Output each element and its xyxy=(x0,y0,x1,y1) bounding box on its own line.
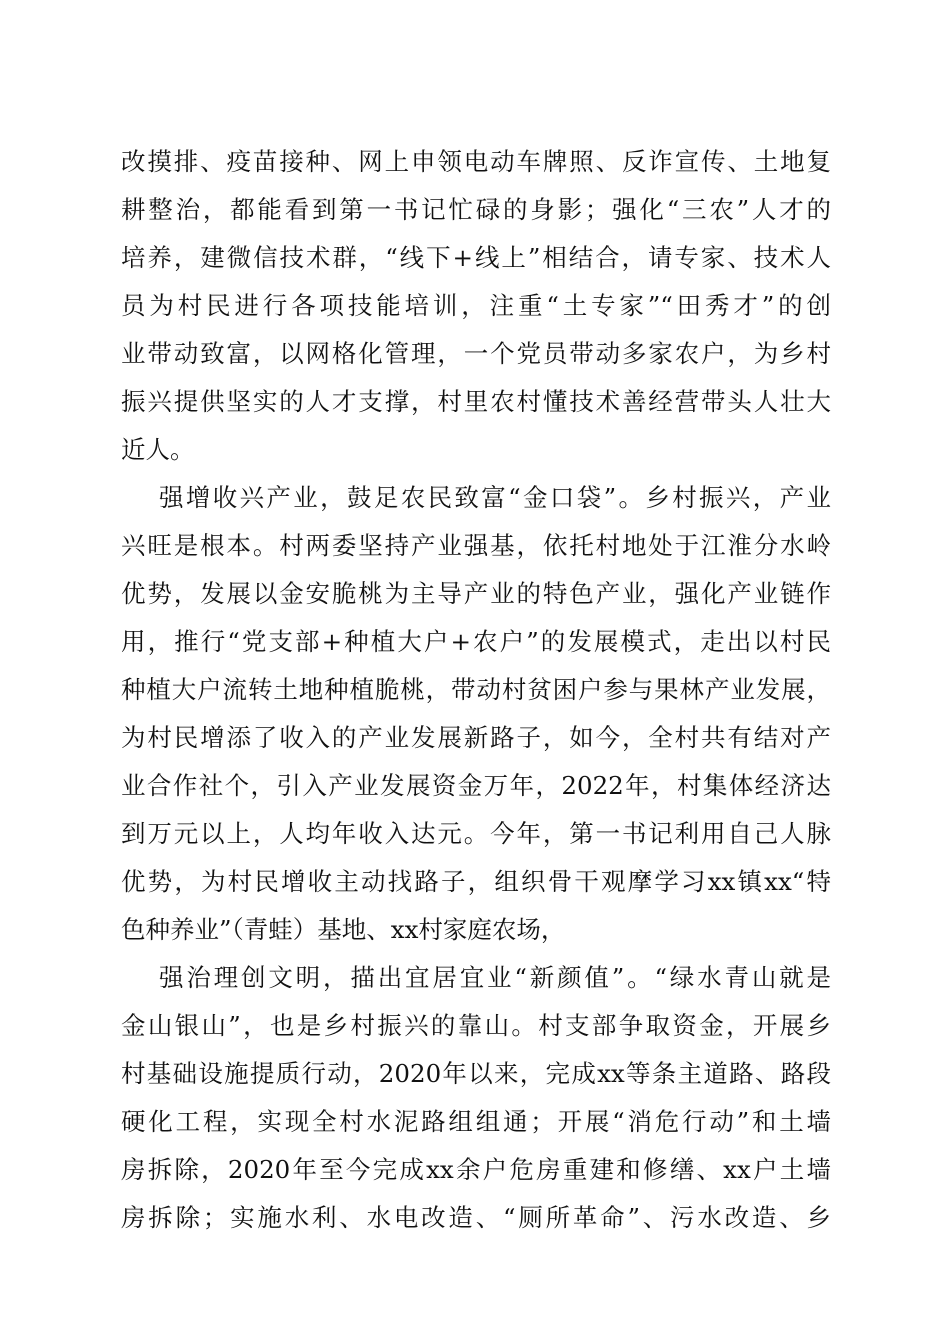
paragraph-3-line-4: 硬化工程，实现全村水泥路组组通；开展“消危行动”和土墙 xyxy=(121,1107,831,1136)
paragraph-3-line-5: 房拆除，2020年至今完成xx余户危房重建和修缮、xx户土墙 xyxy=(121,1155,831,1184)
paragraph-3-line-2: 金山银山”，也是乡村振兴的靠山。村支部争取资金，开展乡 xyxy=(121,1011,831,1040)
paragraph-2-line-9: 优势，为村民增收主动找路子，组织骨干观摩学习xx镇xx“特 xyxy=(121,867,831,896)
paragraph-2-line-5: 种植大户流转土地种植脆桃，带动村贫困户参与果林产业发展， xyxy=(121,675,831,704)
paragraph-2-line-10: 色种养业”（青蛙）基地、xx村家庭农场， xyxy=(121,915,566,944)
paragraph-1-line-1: 改摸排、疫苗接种、网上申领电动车牌照、反诈宣传、土地复 xyxy=(121,147,831,176)
paragraph-1-line-6: 振兴提供坚实的人才支撑，村里农村懂技术善经营带头人壮大 xyxy=(121,387,831,416)
paragraph-2-line-6: 为村民增添了收入的产业发展新路子，如今，全村共有结对产 xyxy=(121,723,831,752)
paragraph-2-line-2: 兴旺是根本。村两委坚持产业强基，依托村地处于江淮分水岭 xyxy=(121,531,831,560)
paragraph-1-line-2: 耕整治，都能看到第一书记忙碌的身影；强化“三农”人才的 xyxy=(121,195,831,224)
paragraph-1-line-4: 员为村民进行各项技能培训，注重“土专家”“田秀才”的创 xyxy=(121,291,831,320)
paragraph-3-line-1: 强治理创文明，描出宜居宜业“新颜值”。“绿水青山就是 xyxy=(159,963,831,992)
paragraph-3-line-3: 村基础设施提质行动，2020年以来，完成xx等条主道路、路段 xyxy=(121,1059,831,1088)
paragraph-2-line-3: 优势，发展以金安脆桃为主导产业的特色产业，强化产业链作 xyxy=(121,579,831,608)
paragraph-1-line-5: 业带动致富，以网格化管理，一个党员带动多家农户，为乡村 xyxy=(121,339,831,368)
paragraph-2-line-7: 业合作社个，引入产业发展资金万年，2022年，村集体经济达 xyxy=(121,771,831,800)
paragraph-1-line-3: 培养，建微信技术群，“线下+线上”相结合，请专家、技术人 xyxy=(121,243,831,272)
paragraph-2-line-8: 到万元以上，人均年收入达元。今年，第一书记利用自己人脉 xyxy=(121,819,831,848)
paragraph-1-line-7: 近人。 xyxy=(121,435,195,464)
paragraph-3-line-6: 房拆除；实施水利、水电改造、“厕所革命”、污水改造、乡 xyxy=(121,1203,831,1232)
paragraph-2-line-4: 用，推行“党支部+种植大户+农户”的发展模式，走出以村民 xyxy=(121,627,831,656)
paragraph-2-line-1: 强增收兴产业，鼓足农民致富“金口袋”。乡村振兴，产业 xyxy=(159,483,831,512)
